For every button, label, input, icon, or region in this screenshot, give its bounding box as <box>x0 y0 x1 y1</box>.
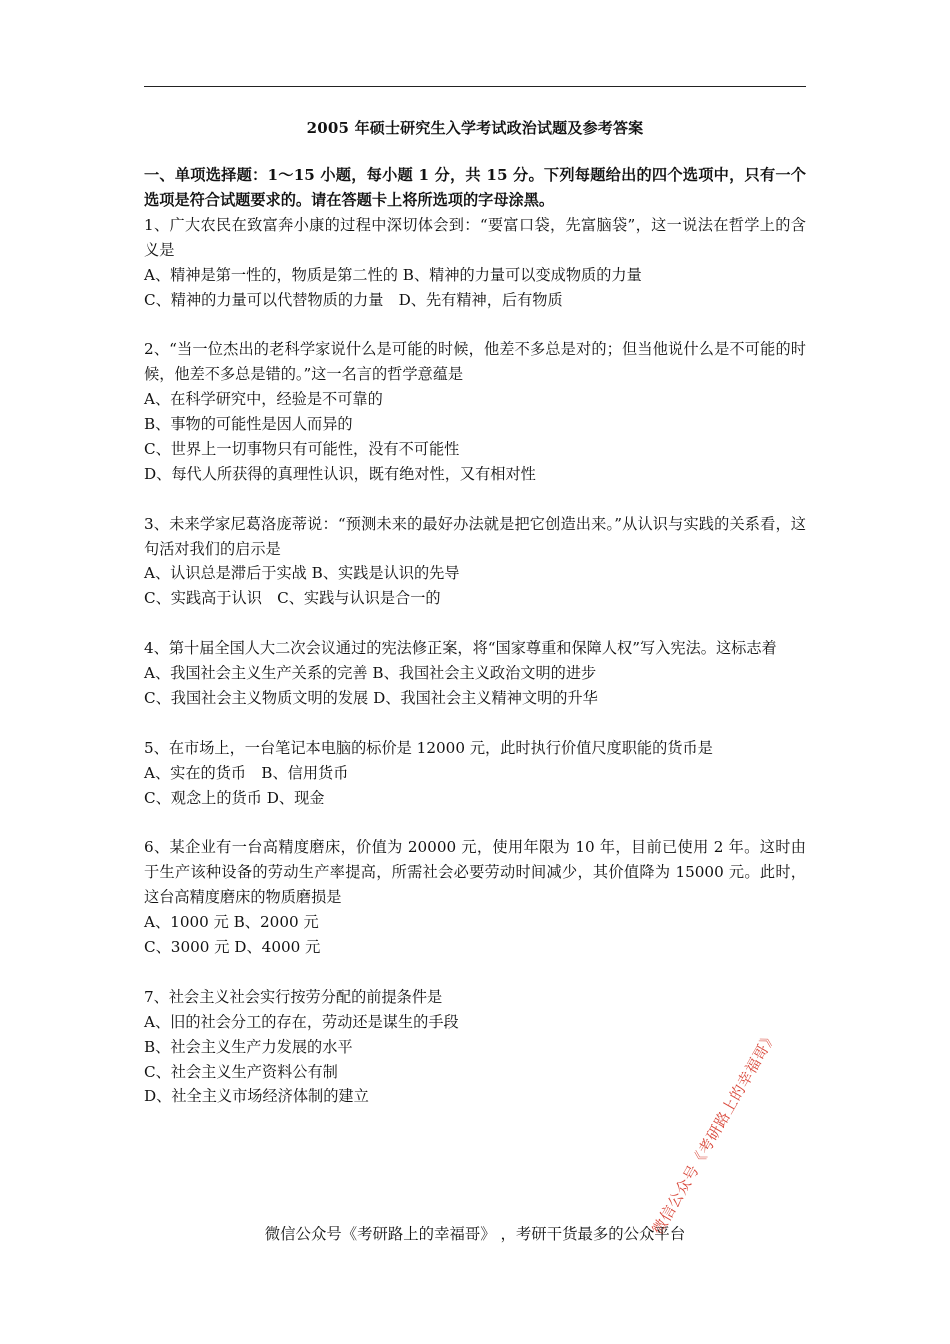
question-stem: 1、广大农民在致富奔小康的过程中深切体会到：“要富口袋，先富脑袋”，这一说法在哲学上的含义是 <box>144 215 806 259</box>
question-stem: 3、未来学家尼葛洛庞蒂说：“预测未来的最好办法就是把它创造出来。”从认识与实践的关系看，这句活对我们的启示是 <box>144 514 806 558</box>
section-heading: 一、单项选择题：1～15 小题，每小题 1 分，共 15 分。下列每题给出的四个选项中，只有一个选项是符合试题要求的。请在答题卡上将所选项的字母涂黑。 <box>144 166 806 209</box>
question-6 <box>144 835 806 960</box>
question-stem: 7、社会主义社会实行按劳分配的前提条件是 <box>144 987 443 1006</box>
option-line: C、实践高于认识 C、实践与认识是合一的 <box>144 589 441 608</box>
question-2 <box>144 337 806 486</box>
page-footer: 微信公众号《考研路上的幸福哥》 ，考研干货最多的公众平台 <box>264 1225 686 1243</box>
question-stem: 4、第十届全国人大二次会议通过的宪法修正案，将“国家尊重和保障人权”写入宪法。这标志着 <box>144 639 777 658</box>
option-line: C、3000 元 D、4000 元 <box>144 938 321 957</box>
question-4 <box>144 636 806 711</box>
document-body <box>144 163 806 1109</box>
question-stem: 5、在市场上，一台笔记本电脑的标价是 12000 元，此时执行价值尺度职能的货币是 <box>144 738 713 757</box>
watermark: 微信公众号《考研路上的幸福哥》 <box>648 1027 781 1238</box>
header-rule <box>144 86 806 87</box>
option-line: A、1000 元 B、2000 元 <box>144 913 319 932</box>
option-line: D、社全主义市场经济体制的建立 <box>144 1087 369 1106</box>
option-line: A、认识总是滞后于实战 B、实践是认识的先导 <box>144 564 460 583</box>
question-5 <box>144 736 806 811</box>
option-line: C、观念上的货币 D、现金 <box>144 788 325 807</box>
option-line: C、社会主义生产资料公有制 <box>144 1062 338 1081</box>
option-line: A、精神是第一性的，物质是第二性的 B、精神的力量可以变成物质的力量 <box>144 265 642 284</box>
question-stem: 2、“当一位杰出的老科学家说什么是可能的时候，他差不多总是对的；但当他说什么是不可能的时候，他差不多总是错的。”这一名言的哲学意蕴是 <box>144 340 806 384</box>
option-line: C、世界上一切事物只有可能性，没有不可能性 <box>144 439 460 458</box>
question-3 <box>144 512 806 612</box>
option-line: A、实在的货币 B、信用货币 <box>144 763 349 782</box>
option-line: B、社会主义生产力发展的水平 <box>144 1037 353 1056</box>
option-line: C、精神的力量可以代替物质的力量 D、先有精神，后有物质 <box>144 290 563 309</box>
question-1 <box>144 213 806 313</box>
option-line: A、我国社会主义生产关系的完善 B、我国社会主义政治文明的进步 <box>144 664 597 683</box>
option-line: B、事物的可能性是因人而异的 <box>144 415 353 434</box>
option-line: C、我国社会主义物质文明的发展 D、我国社会主义精神文明的升华 <box>144 688 598 707</box>
option-line: D、每代人所获得的真理性认识，既有绝对性，又有相对性 <box>144 464 536 483</box>
question-stem: 6、某企业有一台高精度磨床，价值为 20000 元，使用年限为 10 年，目前已使用 2 年。这时由于生产该种设备的劳动生产率提高，所需社会必要劳动时间减少，其价值降为 15000 元。此时，这台高精度磨床的物质磨损是 <box>144 838 806 907</box>
page-title: 2005 年硕士研究生入学考试政治试题及参考答案 <box>306 119 644 137</box>
question-7 <box>144 985 806 1110</box>
option-line: A、旧的社会分工的存在，劳动还是谋生的手段 <box>144 1012 459 1031</box>
option-line: A、在科学研究中，经验是不可靠的 <box>144 390 383 409</box>
